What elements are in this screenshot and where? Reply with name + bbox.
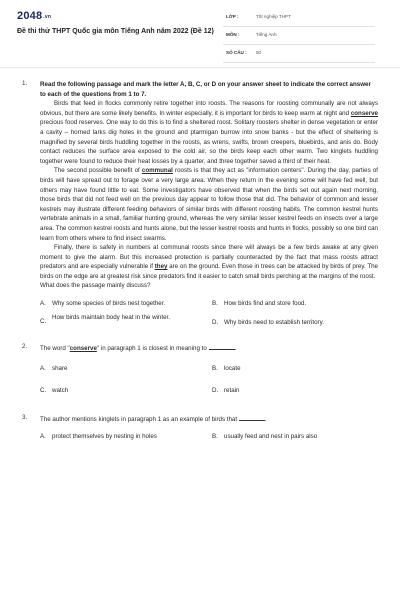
option-letter: D.: [212, 319, 219, 327]
question-stem: The author mentions kinglets in paragraph 1 as an example of birds that .: [40, 415, 267, 423]
questions: [0, 80, 400, 446]
site-logo[interactable]: [17, 10, 51, 22]
option-text: How birds maintain body heat in the winter.: [52, 314, 170, 322]
option-text: locate: [224, 364, 241, 372]
question-number: 2.: [22, 343, 28, 351]
meta-key: LỚP :: [226, 14, 239, 19]
paragraph-text: The second possible benefit of: [54, 167, 142, 175]
paragraph-text: precious food reserves. One way to do this is to find a sheltered roost. Solitary roosters shelter in dense vegetation or enter a cavity – horned larks dig holes in the ground and ptarmigan burrow into snow banks - but the effect of sheltering is magnified by several birds huddling together in the roosts, as wrens, swifts, brown creepers, bluebirds, and anis do. Body contact reduces the surface area exposed to the cold air, so the birds keep each other warm. Two kinglets huddling together were found to reduce their heat losses by a quarter, and three together saved a third of their heat.: [40, 119, 378, 165]
meta-row-subject: [223, 27, 375, 45]
question-number: 1.: [22, 80, 28, 87]
passage-paragraph-2: [40, 166, 378, 243]
passage-paragraph-3: [40, 243, 378, 281]
logo-text: 2048: [17, 10, 43, 22]
stem-text: " in paragraph 1 is closest in meaning to: [96, 345, 207, 353]
question-2: [0, 343, 400, 400]
option-letter: C.: [40, 318, 47, 326]
option-letter: A.: [40, 364, 46, 372]
meta-value: Tiếng Anh: [256, 32, 277, 37]
exam-title: Đề thi thử THPT Quốc gia môn Tiếng Anh năm 2022 (Đề 12): [17, 28, 214, 35]
option-text: usually feed and nest in pairs also: [224, 433, 318, 441]
option-letter: B.: [212, 364, 218, 372]
option-text: retain: [224, 386, 240, 394]
answer-blank: [239, 414, 265, 421]
page-header: [0, 0, 400, 66]
option-letter: B.: [212, 300, 218, 308]
keyword-conserve: conserve: [350, 109, 378, 117]
option-text: protect themselves by nesting in holes: [52, 433, 157, 441]
meta-value: Tốt nghiệp THPT: [256, 14, 291, 19]
option-text: Why birds need to establish territory.: [224, 319, 324, 327]
paragraph-text: roosts is that they act as "information centers". During the day, parties of birds will have spread out to forage over a very large area. When they return in the evening some will have fed well, but others may have found little to eat. Some investigators have observed that when the birds set out again next morning, those birds that did not feed well on the previous day appear to follow those that did. The behavior of common and lesser kestrels may illustrate different feeding behaviors of similar birds with different roosting habits. The common kestrel hunts vertebrate animals in a small, familiar hunting ground, whereas the very similar lesser kestrel feeds on insects over a large area. The common kestrel roosts and hunts alone, but the lesser kestrel roosts and hunts in flocks, possibly so one bird can learn from others where to find insect swarms.: [40, 167, 378, 242]
paragraph-text: Finally, there is safety in numbers at communal roosts since there will always be a few birds awake at any given moment to give the alarm. But this increased protection is partially counteracted by the fact that mass roosts attract predators and are especially vulnerable if: [40, 244, 378, 271]
meta-key: MÔN :: [226, 32, 240, 37]
paragraph-text: are on the ground. Even those in trees can be attacked by birds of prey. The birds on the edge are at greatest risk since predators find it easier to catch small birds perching at the margins of the roost.: [40, 263, 378, 280]
option-letter: C.: [40, 386, 47, 394]
meta-row-class: [223, 9, 375, 27]
option-letter: B.: [212, 433, 218, 441]
option-text: Why some species of birds nest together.: [52, 300, 166, 308]
stem-text: The word ": [40, 345, 70, 353]
option-letter: A.: [40, 433, 46, 441]
answer-options: [40, 295, 378, 327]
meta-value: 50: [256, 50, 262, 55]
header-divider: [0, 67, 400, 68]
question-1: [0, 80, 400, 327]
answer-options: [40, 360, 378, 400]
logo-tld: .vn: [43, 14, 52, 20]
keyword-they: they: [154, 263, 168, 271]
keyword-communal: communal: [141, 167, 173, 175]
option-letter: D.: [212, 386, 219, 394]
reading-instruction: Read the following passage and mark the letter A, B, C, or D on your answer sheet to indicate the correct answer to each of the questions from 1 to 7.: [40, 81, 371, 98]
question-stem: The word "conserve" in paragraph 1 is closest in meaning to .: [40, 345, 237, 353]
answer-blank: [209, 343, 235, 350]
question-number: 3.: [22, 413, 28, 421]
meta-key: SỐ CÂU :: [226, 50, 247, 55]
answer-options: [40, 430, 378, 446]
question-3: [0, 414, 400, 447]
question-stem: What does the passage mainly discuss?: [40, 282, 151, 290]
option-text: watch: [52, 386, 69, 394]
exam-meta-table: [223, 9, 375, 63]
stem-text: The author mentions kinglets in paragraph 1 as an example of birds that: [40, 415, 238, 423]
option-text: share: [52, 364, 68, 372]
option-c[interactable]: [40, 313, 200, 335]
meta-row-count: [223, 45, 375, 63]
passage-paragraph-1: [40, 99, 378, 166]
option-text: How birds find and store food.: [224, 300, 307, 308]
keyword-conserve: conserve: [69, 345, 97, 353]
paragraph-text: Birds that feed in flocks commonly retire together into roosts. The reasons for roosting communally are not always obvious, but there are some likely benefits. In winter especially, it is important for birds to keep warm at night and: [40, 100, 378, 117]
option-letter: A.: [40, 300, 46, 308]
